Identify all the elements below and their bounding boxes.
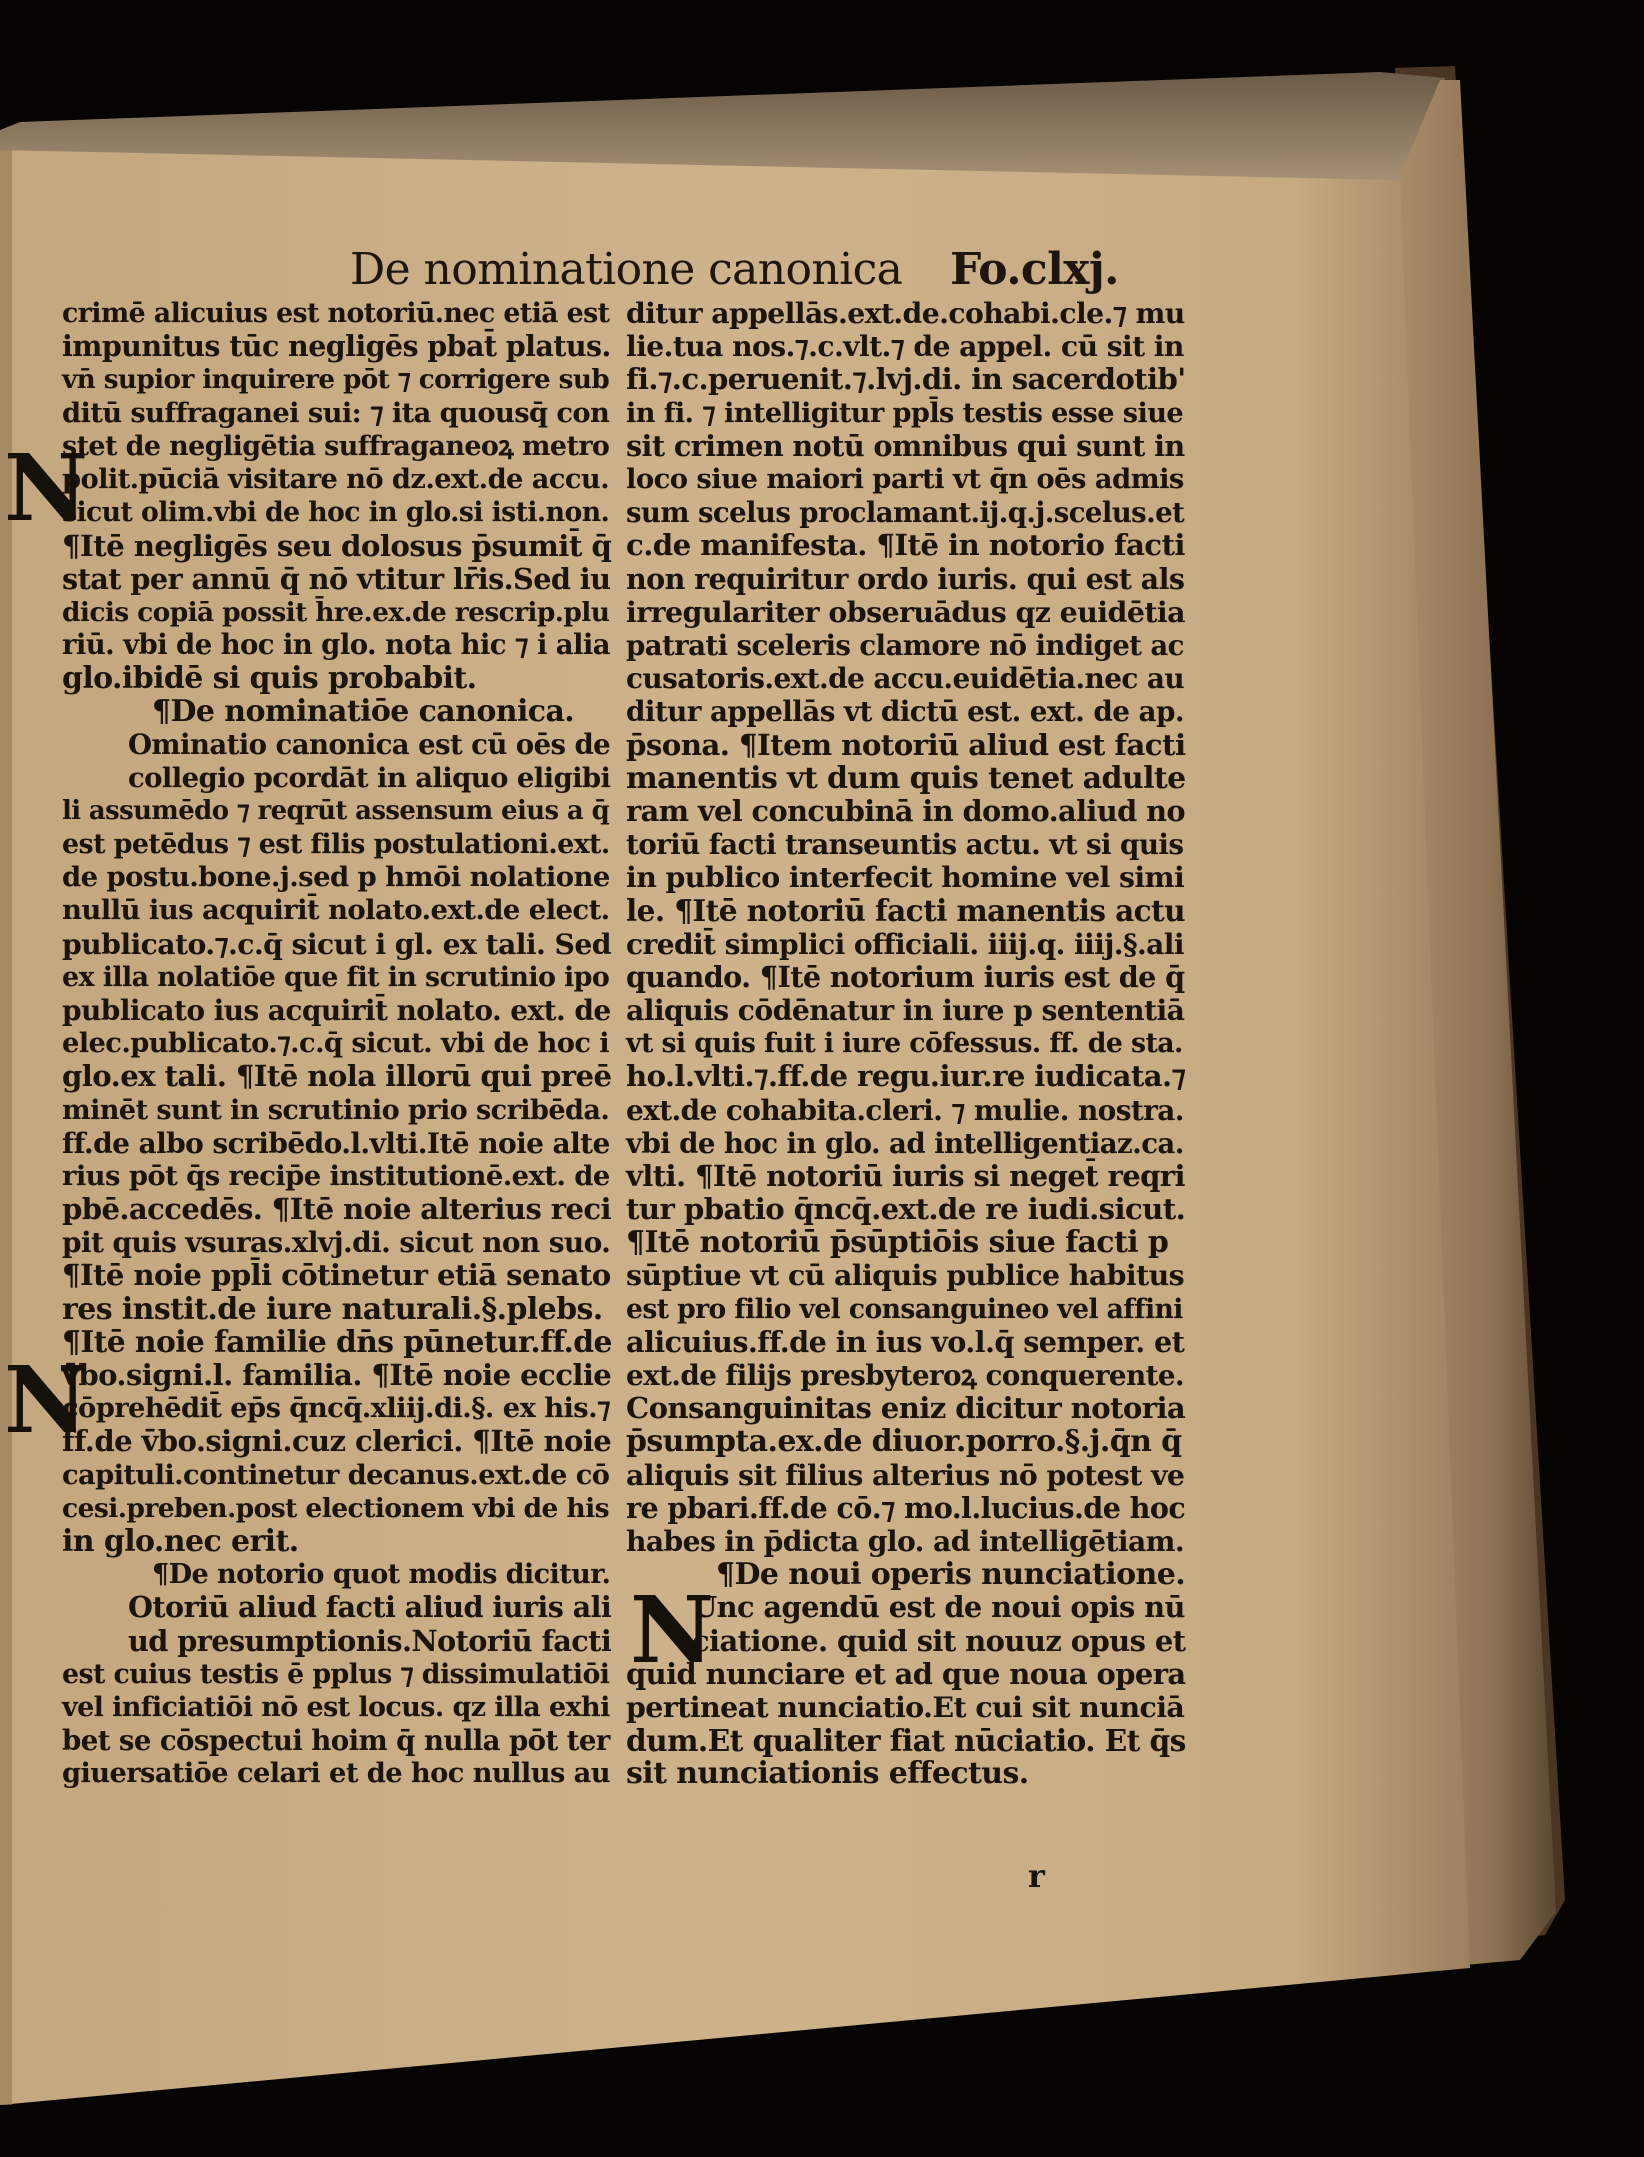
text-line: ¶Itē noie ppl̄i cōtinetur etiā senato [62, 1258, 611, 1293]
text-line: ex illa nolatiōe que fit in scrutinio ipo [62, 961, 610, 993]
text-line: v̄bo.signi.l. familia. ¶Itē noie ecclie [62, 1358, 612, 1392]
text-line: est cuius testis ē pplus ⁊ dissimulatiōi [62, 1658, 610, 1690]
drop-capital: N [4, 434, 89, 542]
text-line: publicato.⁊.c.q̄ sicut i gl. ex tali. Sed [62, 926, 611, 961]
text-line: res instit.de iure naturali.§.plebs. [62, 1291, 603, 1327]
text-line: sūptiue vt cū aliquis publice habitus [626, 1258, 1185, 1293]
text-line: manentis vt dum quis tenet adulte [626, 760, 1186, 796]
text-line: sit nunciationis effectus. [626, 1756, 1029, 1792]
text-line: in glo.nec erit. [62, 1523, 299, 1559]
text-line: rius pōt q̄s recip̄e institutionē.ext. de [62, 1159, 610, 1192]
text-line: vbi de hoc in glo. ad intelligentiaz.ca. [626, 1126, 1184, 1160]
text-line: re pbari.ff.de cō.⁊ mo.l.lucius.de hoc [626, 1490, 1186, 1525]
folio-number: Fo.clxj. [950, 244, 1119, 295]
text-line: fi.⁊.c.peruenit.⁊.lvj.di. in sacerdotib' [626, 362, 1186, 397]
text-line: Otoriū aliud facti aliud iuris ali [128, 1590, 612, 1625]
right-column [626, 297, 1186, 1790]
text-line: ff.de albo scribēdo.l.vlti.Itē noie alte [62, 1126, 610, 1160]
text-line: irregulariter obseruādus qz euidētia [626, 594, 1185, 629]
text-line: aliquis cōdēnatur in iure p sententiā [626, 992, 1185, 1027]
text-line: stet de negligētia suffraganeoꝝ metro [62, 430, 610, 462]
text-line: quando. ¶Itē notorium iuris est de q̄ [626, 959, 1185, 994]
left-column [62, 297, 612, 1790]
text-line: ext.de cohabita.cleri. ⁊ mulie. nostra. [626, 1093, 1184, 1127]
text-line: bet se cōspectui hoim q̄ nulla pōt ter [62, 1724, 610, 1758]
text-line: sit crimen notū omnibus qui sunt in [626, 428, 1185, 463]
text-line: ho.l.vlti.⁊.ff.de regu.iur.re iudicata.⁊ [626, 1059, 1186, 1094]
section-heading: ¶De notorio quot modis dicitur. [152, 1559, 611, 1591]
text-line: collegio pcordāt in aliquo eligibi [128, 761, 611, 794]
text-line: non requiritur ordo iuris. qui est als [626, 561, 1185, 596]
text-line: credit̄ simplici officiali. iiij.q. iiij.§.ali [626, 927, 1184, 961]
text-line: lie.tua nos.⁊.c.vlt.⁊ de appel. cū sit in [626, 329, 1184, 364]
text-line: de postu.bone.j.sed p hmōi nolatione [62, 861, 610, 894]
text-line: cesi.preben.post electionem vbi de his [62, 1492, 609, 1524]
section-heading: ¶De noui operis nunciatione. [716, 1557, 1186, 1593]
text-line: Consanguinitas eniz dicitur notoria [626, 1391, 1186, 1426]
text-line: quid nunciare et ad que noua opera [626, 1656, 1186, 1691]
text-line: ff.de v̄bo.signi.cuz clerici. ¶Itē noie [62, 1424, 612, 1459]
text-line: riū. vbi de hoc in glo. nota hic ⁊ i alia [62, 628, 610, 661]
text-line: sicut olim.vbi de hoc in glo.si isti.non. [62, 497, 610, 529]
text-line: impunitus tūc negligēs pbat̄ platus. [62, 329, 611, 364]
text-line: vn̄ supior inquirere pōt ⁊ corrigere sub [62, 364, 610, 396]
section-heading: ¶De nominatiōe canonica. [152, 694, 575, 730]
text-line: ditur appellās vt dictū est. ext. de ap. [626, 695, 1184, 729]
text-line: ¶Itē notoriū p̄sūptiōis siue facti p [626, 1225, 1169, 1261]
text-line: ciatione. quid sit nouuz opus et [692, 1623, 1186, 1658]
text-line: capituli.continetur decanus.ext.de cō [62, 1458, 610, 1491]
text-line: glo.ex tali. ¶Itē nola illorū qui preē [62, 1059, 612, 1094]
text-line: ¶Itē noie familie dn̄s pūnetur.ff.de [62, 1324, 612, 1360]
text-line: vel inficiatiōi nō est locus. qz illa exhi [62, 1691, 610, 1723]
text-line: est petēdus ⁊ est filis postulationi.ext. [62, 829, 610, 860]
text-line: p̄sona. ¶Item notoriū aliud est facti [626, 727, 1186, 763]
text-line: glo.ibidē si quis probabit. [62, 661, 477, 697]
text-line: polit.pūciā visitare nō dz.ext.de accu. [62, 462, 610, 495]
text-line: toriū facti transeuntis actu. vt si quis [626, 828, 1184, 861]
text-line: dum.Et qualiter fiat nūciatio. Et q̄s [626, 1723, 1186, 1759]
running-head-title: De nominatione canonica [350, 244, 903, 295]
text-line: crimē alicuius est notoriū.nec etiā est [62, 298, 610, 329]
text-line: in publico interfecit homine vel simi [626, 860, 1185, 895]
text-line: vt si quis fuit i iure cōfessus. ff. de sta. [626, 1028, 1183, 1060]
text-line: sum scelus proclamant.ij.q.j.scelus.et [626, 496, 1185, 530]
drop-capital: N [4, 1346, 89, 1454]
text-line: Ominatio canonica est cū oēs de [128, 728, 611, 762]
text-line: ram vel concubinā in domo.aliud no [626, 793, 1186, 828]
text-line: ud presumptionis.Notoriū facti [128, 1623, 612, 1658]
text-line: stat per annū q̄ nō vtitur lr̄is.Sed iu [62, 561, 611, 596]
signature-mark: r [1028, 1857, 1045, 1895]
text-line: p̄sumpta.ex.de diuor.porro.§.j.q̄n q̄ [626, 1424, 1182, 1460]
drop-capital: N [630, 1575, 715, 1684]
text-line: loco siue maiori parti vt q̄n oēs admis [626, 462, 1184, 495]
text-line: publicato ius acquirit̄ nolato. ext. de [62, 993, 611, 1027]
text-line: pbē.accedēs. ¶Itē noie alterius reci [62, 1192, 611, 1227]
text-line: elec.publicato.⁊.c.q̄ sicut. vbi de hoc i [62, 1027, 610, 1060]
text-line: ditū suffraganei sui: ⁊ ita quousq̄ con [62, 396, 610, 429]
text-line: pit quis vsuras.xlvj.di. sicut non suo. [62, 1226, 611, 1260]
text-line: ¶Itē negligēs seu dolosus p̄sumit̄ q̄ [62, 528, 612, 564]
text-line: patrati sceleris clamore nō indiget ac [626, 628, 1184, 662]
text-line: ditur appellās.ext.de.cohabi.cle.⁊ mu [626, 296, 1185, 330]
text-line: ext.de filijs presbyteroꝝ conquerente. [626, 1359, 1184, 1392]
text-line: habes in p̄dicta glo. ad intelligētiam. [626, 1524, 1185, 1558]
text-line: nullū ius acquirit̄ nolato.ext.de elect. [62, 894, 610, 927]
text-line: vlti. ¶Itē notoriū iuris si neget̄ reqri [626, 1158, 1185, 1193]
text-line: c.de manifesta. ¶Itē in notorio facti [626, 528, 1185, 563]
text-line: le. ¶Itē notoriū facti manentis actu [626, 893, 1185, 929]
text-line: Unc agendū est de noui opis nū [692, 1590, 1185, 1625]
running-head [350, 242, 1119, 298]
text-line: pertineat nunciatio.Et cui sit nunciā [626, 1689, 1185, 1724]
text-line: aliquis sit filius alterius nō potest ve [626, 1457, 1185, 1492]
text-line: li assumēdo ⁊ reqrūt assensum eius a q̄ [62, 795, 610, 826]
text-line: est pro filio vel consanguineo vel affini [626, 1293, 1183, 1325]
text-line: in fi. ⁊ intelligitur ppl̄s testis esse siue [626, 396, 1184, 429]
text-line: alicuius.ff.de in ius vo.l.q̄ semper. et [626, 1324, 1185, 1359]
text-line: minēt sunt in scrutinio prio scribēda. [62, 1094, 610, 1126]
text-line: cusatoris.ext.de accu.euidētia.nec au [626, 662, 1185, 696]
text-line: tur pbatio q̄ncq̄.ext.de re iudi.sicut. [626, 1192, 1186, 1227]
text-line: giuersatiōe celari et de hoc nullus au [62, 1757, 610, 1790]
text-line: cōprehēdit̄ ep̄s q̄ncq̄.xliij.di.§. ex his.⁊ [62, 1392, 611, 1425]
text-line: dicis copiā possit h̄re.ex.de rescrip.plu [62, 596, 610, 628]
